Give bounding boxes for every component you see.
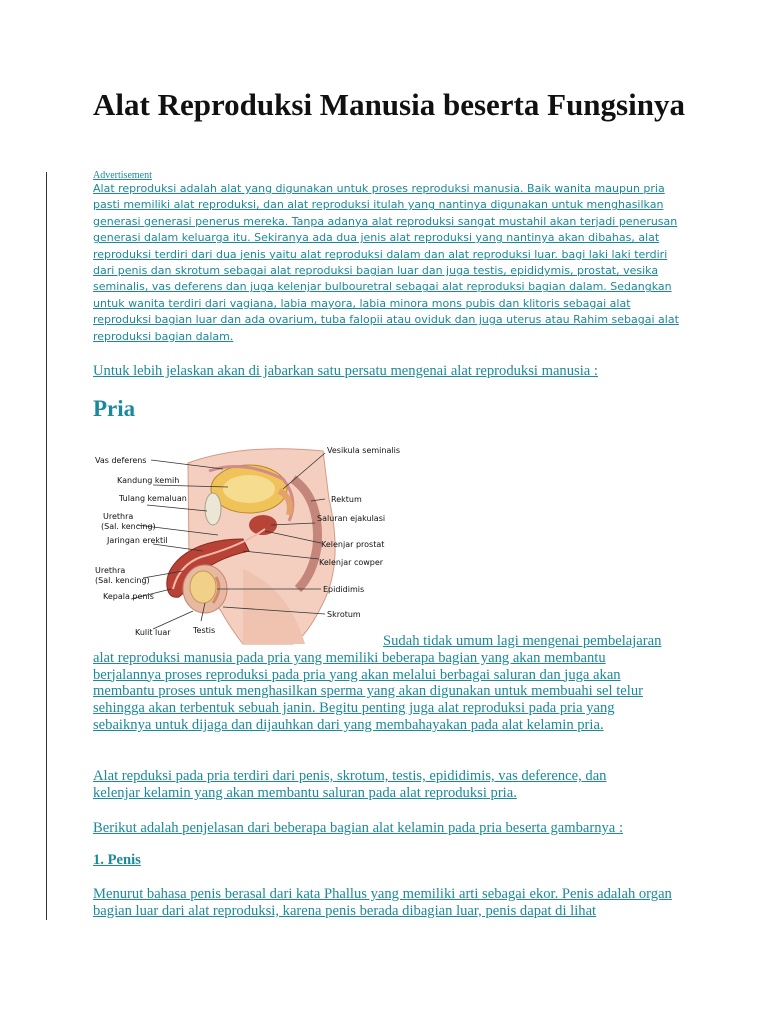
paragraph-alat-reproduksi-pria[interactable]: Alat repduksi pada pria terdiri dari penis, skrotum, testis, epididimis, vas deference, dan kelenjar kelamin yang akan membantu saluran pada alat reproduksi pria. (93, 768, 607, 801)
advertisement-label[interactable]: Advertisement (93, 170, 152, 181)
intro-paragraph-link[interactable]: Alat reproduksi adalah alat yang digunakan untuk proses reproduksi manusia. Baik wanita maupun pria pasti memiliki alat reproduksi, dan alat reproduksi itulah yang nantinya digunakan untuk menghasilkan generasi generasi penerus mereka. Tanpa adanya alat reproduksi sangat mustahil akan terjadi penerusan generasi dalam keluarga itu. Sekiranya ada dua jenis alat reproduksi yang nantinya akan dibahas, alat reproduksi terdiri dari dua jenis yaitu alat reproduksi dalam dan alat reproduksi luar. bagi laki laki terdiri dari penis dan skrotum sebagai alat reproduksi bagian luar dan juga testis, epididymis, prostat, vesika seminalis, vas deferens dan juga kelenjar bulbouretral sebagai alat reproduksi bagian dalam. Sedangkan untuk wanita terdiri dari vagiana, labia mayora, labia minora mons pubis dan klitoris sebagai alat reproduksi bagian luar dan ada ovarium, tuba falopii atau oviduk dan juga uterus atau Rahim sebagai alat reproduksi bagian dalam. (93, 182, 679, 343)
male-reproductive-diagram (93, 439, 400, 646)
label-kelenjar-cowper: Kelenjar cowper (319, 558, 384, 567)
label-urethra-2: Urethra (95, 566, 126, 575)
label-kulit-luar: Kulit luar (135, 628, 171, 637)
label-kelenjar-prostat: Kelenjar prostat (321, 540, 385, 549)
paragraph-after-figure[interactable]: Sudah tidak umum lagi mengenai pembelajaran alat reproduksi manusia pada pria yang memiliki beberapa bagian yang akan membantu berjalannya proses reproduksi pada pria yang akan melalui berbagai saluran dan juga akan membantu proses untuk menghasilkan sperma yang akan digunakan untuk membuahi sel telur sehingga akan terbentuk sebuah janin. Begitu penting juga alat reproduksi pada pria yang sebaiknya untuk dijaga dan dijauhkan dari yang membahayakan pada alat kelamin pria. (93, 633, 662, 733)
label-vesikula-seminalis: Vesikula seminalis (327, 446, 400, 455)
label-vas-deferens: Vas deferens (95, 456, 147, 465)
anatomy-illustration (93, 439, 400, 646)
label-sal-kencing-2: (Sal. kencing) (95, 576, 150, 585)
paragraph-penis[interactable]: Menurut bahasa penis berasal dari kata Phallus yang memiliki arti sebagai ekor. Penis adalah organ bagian luar dari alat reproduksi, karena penis berada dibagian luar, penis dapat di lihat (93, 886, 672, 919)
sub-heading-penis[interactable]: 1. Penis (93, 852, 141, 868)
label-sal-kencing-1: (Sal. kencing) (101, 522, 156, 531)
label-skrotum: Skrotum (327, 610, 361, 619)
paragraph-berikut[interactable]: Berikut adalah penjelasan dari beberapa bagian alat kelamin pada pria beserta gambarnya : (93, 820, 623, 836)
label-kandung-kemih: Kandung kemih (117, 476, 180, 485)
lead-in-paragraph[interactable]: Untuk lebih jelaskan akan di jabarkan satu persatu mengenai alat reproduksi manusia : (93, 363, 598, 379)
label-jaringan-erektil: Jaringan erektil (107, 536, 168, 545)
label-urethra-1: Urethra (103, 512, 134, 521)
label-kepala-penis: Kepala penis (103, 592, 154, 601)
left-margin-rule (46, 172, 47, 920)
label-testis: Testis (193, 626, 216, 635)
label-tulang-kemaluan: Tulang kemaluan (119, 494, 187, 503)
page-title: Alat Reproduksi Manusia beserta Fungsinya (93, 87, 685, 122)
label-saluran-ejakulasi: Saluran ejakulasi (317, 514, 386, 523)
section-heading-pria: Pria (93, 396, 136, 421)
label-rektum: Rektum (331, 495, 362, 504)
label-epididimis: Epididimis (323, 585, 365, 594)
